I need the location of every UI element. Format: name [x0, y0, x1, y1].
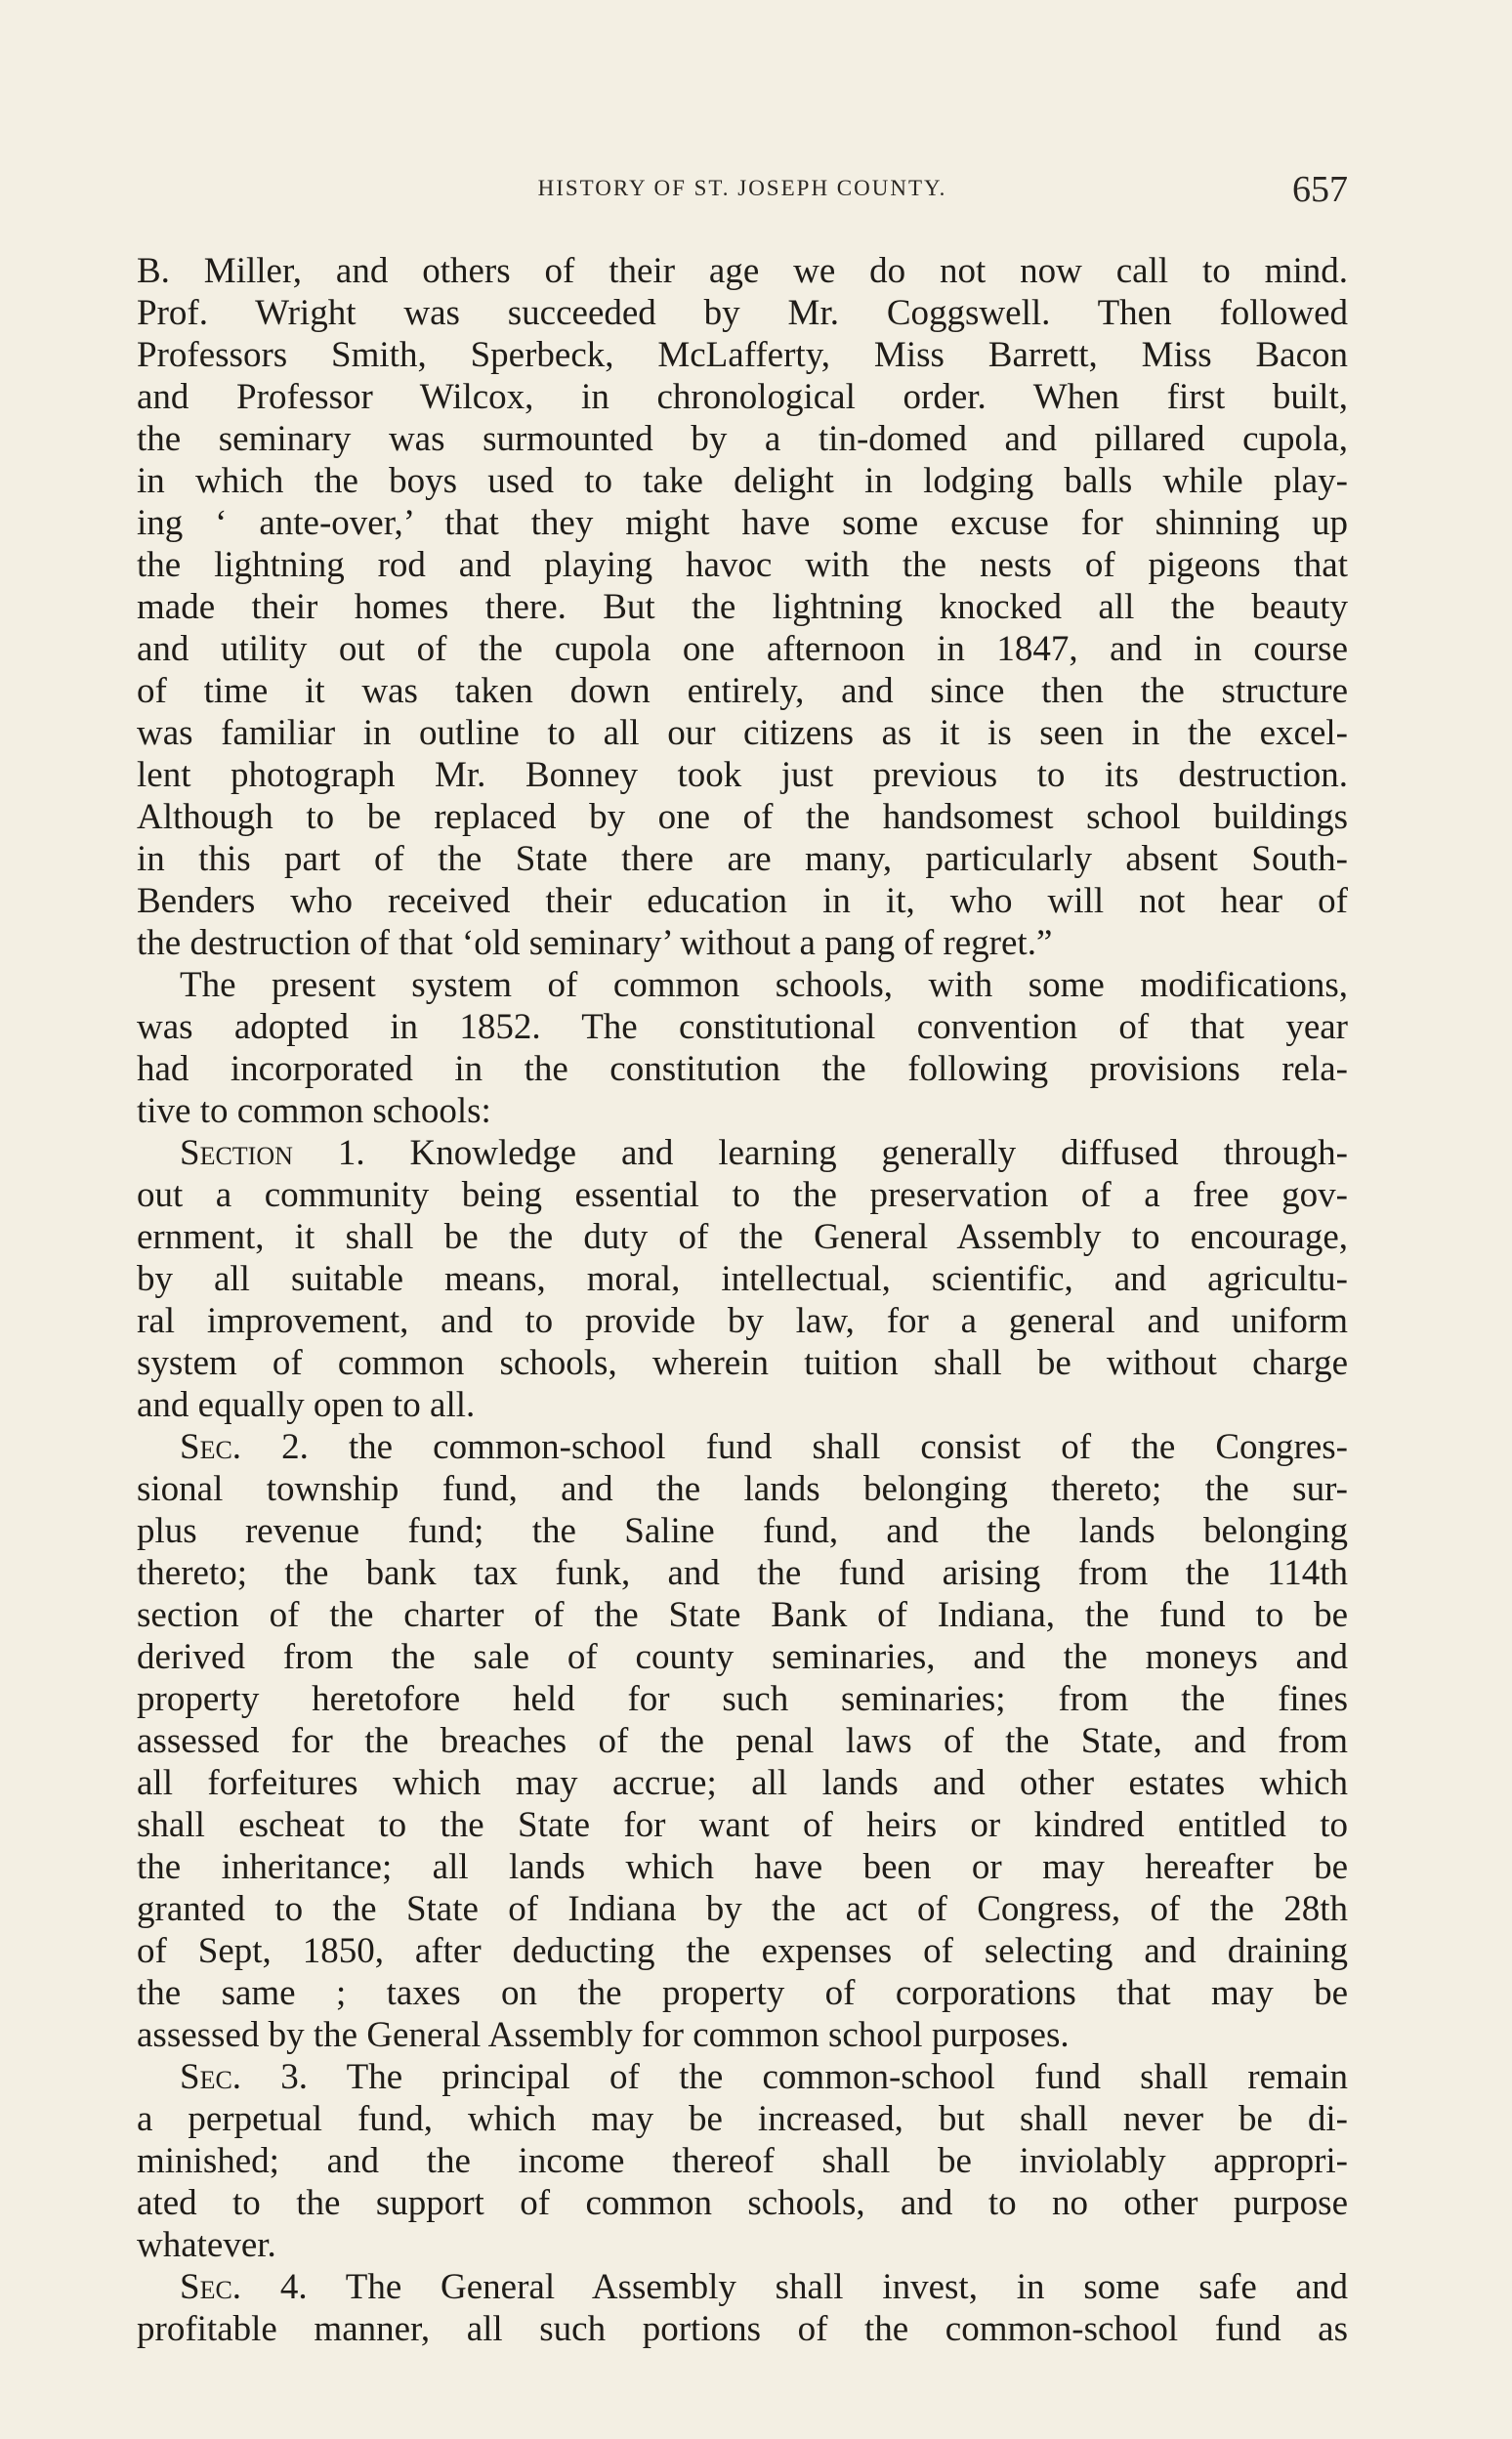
- text-line: ated to the support of common schools, and to no other purpose: [137, 2183, 1348, 2223]
- text-line: The present system of common schools, with some modifications,: [180, 965, 1348, 1005]
- text-line: shall escheat to the State for want of heirs or kindred entitled to: [137, 1805, 1348, 1845]
- text-line: Although to be replaced by one of the handsomest school buildings: [137, 797, 1348, 837]
- section-line: [137, 2056, 1348, 2098]
- section-label: Sec. 4.: [180, 2267, 308, 2307]
- text-line: the destruction of that ‘old seminary’ without a pang of regret.”: [137, 923, 1053, 963]
- section-label: Sec. 3.: [180, 2057, 309, 2097]
- text-line: ing ‘ ante-over,’ that they might have some excuse for shinning up: [137, 503, 1348, 543]
- running-head-title: HISTORY OF ST. JOSEPH COUNTY.: [537, 176, 947, 200]
- text-line: whatever.: [137, 2225, 276, 2265]
- text-line: sional township fund, and the lands belonging thereto; the sur-: [137, 1469, 1348, 1509]
- text-line: minished; and the income thereof shall be inviolably appropri-: [137, 2141, 1348, 2181]
- text-line: the inheritance; all lands which have been or may hereafter be: [137, 1847, 1348, 1887]
- text-line: a perpetual fund, which may be increased, but shall never be di-: [137, 2099, 1348, 2139]
- text-line: the lightning rod and playing havoc with the nests of pigeons that: [137, 545, 1348, 585]
- section-text: the common-school fund shall consist of the Congres-: [348, 1427, 1348, 1467]
- text-line: assessed for the breaches of the penal laws of the State, and from: [137, 1721, 1348, 1761]
- section-text: Knowledge and learning generally diffused through-: [409, 1133, 1348, 1173]
- text-line: plus revenue fund; the Saline fund, and the lands belonging: [137, 1511, 1348, 1551]
- text-line: of time it was taken down entirely, and since then the structure: [137, 671, 1348, 711]
- text-line: of Sept, 1850, after deducting the expenses of selecting and draining: [137, 1931, 1348, 1971]
- text-line: ernment, it shall be the duty of the General Assembly to encourage,: [137, 1217, 1348, 1257]
- text-line: had incorporated in the constitution the following provisions rela-: [137, 1049, 1348, 1089]
- text-line: and equally open to all.: [137, 1385, 476, 1425]
- text-line: made their homes there. But the lightning knocked all the beauty: [137, 587, 1348, 627]
- section-label: Sec. 2.: [180, 1427, 309, 1467]
- text-line: section of the charter of the State Bank of Indiana, the fund to be: [137, 1595, 1348, 1635]
- text-line: and utility out of the cupola one afternoon in 1847, and in course: [137, 629, 1348, 669]
- text-line: the same ; taxes on the property of corporations that may be: [137, 1973, 1348, 2013]
- text-line: Professors Smith, Sperbeck, McLafferty, Miss Barrett, Miss Bacon: [137, 335, 1348, 375]
- text-line: B. Miller, and others of their age we do not now call to mind.: [137, 251, 1348, 291]
- text-line: profitable manner, all such portions of the common-school fund as: [137, 2309, 1348, 2349]
- text-line: lent photograph Mr. Bonney took just previous to its destruction.: [137, 755, 1348, 795]
- section-text: The General Assembly shall invest, in some safe and: [345, 2267, 1348, 2307]
- running-head: [137, 168, 1348, 210]
- section-line: [137, 1132, 1348, 1174]
- text-line: Prof. Wright was succeeded by Mr. Coggswell. Then followed: [137, 293, 1348, 333]
- text-line: derived from the sale of county seminaries, and the moneys and: [137, 1637, 1348, 1677]
- text-line: assessed by the General Assembly for common school purposes.: [137, 2015, 1070, 2055]
- body-text: [137, 250, 1348, 2350]
- text-line: ral improvement, and to provide by law, for a general and uniform: [137, 1301, 1348, 1341]
- section-line: [137, 2266, 1348, 2308]
- text-line: in this part of the State there are many, particularly absent South-: [137, 839, 1348, 879]
- page-number: 657: [1292, 169, 1348, 210]
- text-line: all forfeitures which may accrue; all lands and other estates which: [137, 1763, 1348, 1803]
- text-line: by all suitable means, moral, intellectual, scientific, and agricultu-: [137, 1259, 1348, 1299]
- section-line: [137, 1426, 1348, 1468]
- text-line: system of common schools, wherein tuition shall be without charge: [137, 1343, 1348, 1383]
- text-line: Benders who received their education in it, who will not hear of: [137, 881, 1348, 921]
- section-text: The principal of the common-school fund shall remain: [346, 2057, 1348, 2097]
- text-line: and Professor Wilcox, in chronological order. When first built,: [137, 377, 1348, 417]
- text-line: the seminary was surmounted by a tin-domed and pillared cupola,: [137, 419, 1348, 459]
- text-line: granted to the State of Indiana by the act of Congress, of the 28th: [137, 1889, 1348, 1929]
- text-line: thereto; the bank tax funk, and the fund arising from the 114th: [137, 1553, 1348, 1593]
- section-label: Section 1.: [180, 1133, 365, 1173]
- text-line: was adopted in 1852. The constitutional convention of that year: [137, 1007, 1348, 1047]
- text-line: was familiar in outline to all our citizens as it is seen in the excel-: [137, 713, 1348, 753]
- text-line: property heretofore held for such seminaries; from the fines: [137, 1679, 1348, 1719]
- text-line: in which the boys used to take delight in lodging balls while play-: [137, 461, 1348, 501]
- text-line: tive to common schools:: [137, 1091, 491, 1131]
- text-line: out a community being essential to the preservation of a free gov-: [137, 1175, 1348, 1215]
